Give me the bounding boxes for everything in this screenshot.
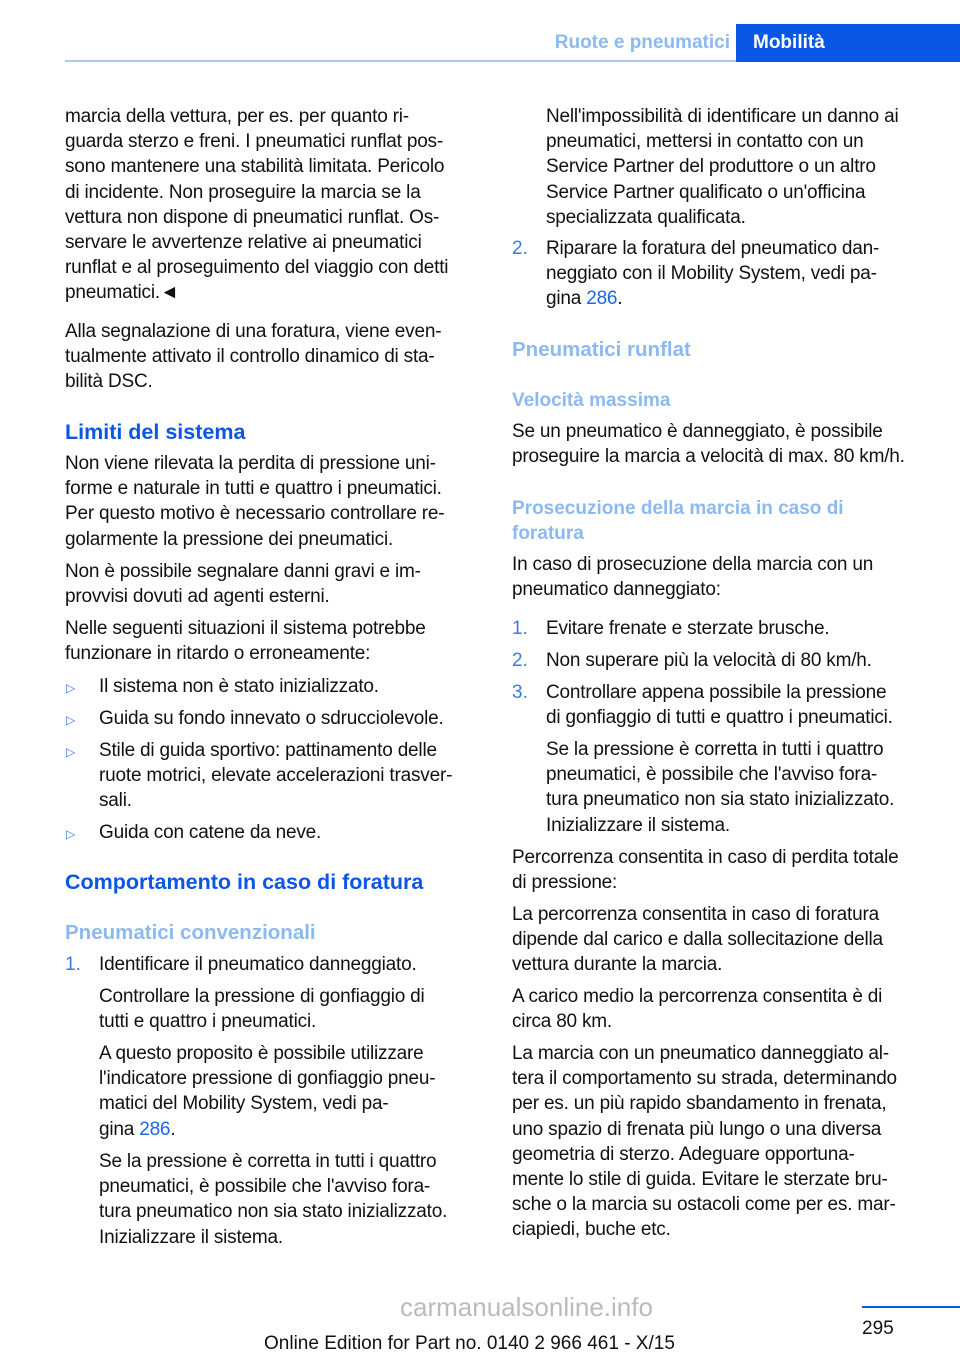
paragraph: Percorrenza consentita in caso di perdita totale di pressione: (512, 847, 899, 894)
paragraph: Alla segnalazione di una foratura, viene even- tualmente attivato il controllo dinamico di sta- bilità DSC. (65, 321, 442, 393)
step-text: Non superare più la velocità di 80 km/h. (546, 650, 872, 671)
step-number: 1. (65, 954, 81, 975)
step-number: 2. (512, 650, 528, 671)
list-item: Guida su fondo innevato o sdrucciolevole. (99, 708, 444, 729)
page-link[interactable]: 286 (139, 1118, 171, 1140)
paragraph: Se la pressione è corretta in tutti i quattro pneumatici, è possibile che l'avviso fora- tura pneumatico non sia stato inizializzato. Inizializzare il sistema. (99, 1151, 448, 1248)
paragraph: A carico medio la percorrenza consentita è di circa 80 km. (512, 986, 883, 1033)
paragraph: La percorrenza consentita in caso di foratura dipende dal carico e dalla sollecitazione della vettura durante la marcia. (512, 904, 883, 976)
paragraph: Non viene rilevata la perdita di pressione uni- forme e naturale in tutti e quattro i pneumatici. Per questo motivo è necessario controllare re- golarmente la pressione dei pneumatici. (65, 453, 445, 550)
paragraph: Nelle seguenti situazioni il sistema potrebbe funzionare in ritardo o erroneamente: (65, 618, 426, 665)
list-item: Stile di guida sportivo: pattinamento delle ruote motrici, elevate accelerazioni trasver- sali. (99, 740, 453, 812)
header-chapter-tab[interactable]: Mobilità (736, 24, 960, 62)
subheading-velocita: Velocità massima (512, 390, 671, 411)
subheading-prosecuzione: Prosecuzione della marcia in caso di foratura (512, 498, 844, 544)
step-text: Evitare frenate e sterzate brusche. (546, 618, 830, 639)
triangle-right-icon: ▷ (66, 681, 76, 695)
footer-rule (862, 1306, 960, 1308)
paragraph: Non è possibile segnalare danni gravi e im- provvisi dovuti ad agenti esterni. (65, 561, 421, 608)
step-text: Identificare il pneumatico danneggiato. (99, 954, 417, 975)
paragraph: marcia della vettura, per es. per quanto ri- guarda sterzo e freni. I pneumatici runflat pos- sono mantenere una stabilità limitata. Pericolo di incidente. Non proseguire la marcia se la vettura non dispone di pneumatici runflat. Os- servare le avvertenze relative ai pneumatici runflat e al proseguimento del viaggio con detti pneumatici.◄ (65, 106, 449, 304)
triangle-right-icon: ▷ (66, 745, 76, 759)
watermark: carmanualsonline.info (400, 1292, 653, 1322)
paragraph: Se la pressione è corretta in tutti i quattro pneumatici, è possibile che l'avviso fora- tura pneumatico non sia stato inizializzato. Inizializzare il sistema. (546, 739, 895, 836)
step-text (546, 236, 956, 312)
text: . (617, 288, 623, 310)
heading-comportamento: Comportamento in caso di foratura (65, 870, 424, 894)
step-number: 2. (512, 238, 528, 259)
page-link[interactable]: 286 (586, 288, 618, 310)
text: A questo proposito è possibile utilizzare l'indicatore pressione di gonfiaggio pneu- matici del Mobility System, vedi pa- gina (99, 1043, 436, 1140)
step-number: 3. (512, 682, 528, 703)
paragraph: Nell'impossibilità di identificare un danno ai pneumatici, mettersi in contatto con un Service Partner del produttore o un altro Service Partner qualificato o un'officina specializzata qualificata. (546, 106, 899, 228)
text: . (170, 1118, 176, 1140)
paragraph: In caso di prosecuzione della marcia con un pneumatico danneggiato: (512, 554, 874, 601)
paragraph: Controllare la pressione di gonfiaggio di tutti e quattro i pneumatici. (99, 986, 425, 1033)
paragraph: Se un pneumatico è danneggiato, è possibile proseguire la marcia a velocità di max. 80 km/h. (512, 421, 905, 468)
triangle-right-icon: ▷ (66, 827, 76, 841)
subheading-convenzionali: Pneumatici convenzionali (65, 921, 316, 944)
header-section[interactable]: Ruote e pneumatici (554, 32, 730, 53)
paragraph: La marcia con un pneumatico danneggiato al- tera il comportamento su strada, determinando per es. un più rapido sbandamento in frenata, uno spazio di frenata più lungo o una diversa geometria di sterzo. Adeguare opportuna- mente lo stile di guida. Evitare le sterzate bru- sche o la marcia su ostacoli come per es. mar- ciapiedi, buche etc. (512, 1043, 897, 1241)
list-item: Guida con catene da neve. (99, 822, 322, 843)
subheading-runflat: Pneumatici runflat (512, 338, 691, 361)
page-number: 295 (862, 1318, 894, 1339)
list-item: Il sistema non è stato inizializzato. (99, 676, 379, 697)
triangle-right-icon: ▷ (66, 713, 76, 727)
step-text: Controllare appena possibile la pressione di gonfiaggio di tutti e quattro i pneumatici. (546, 682, 893, 729)
step-number: 1. (512, 618, 528, 639)
heading-limiti: Limiti del sistema (65, 420, 246, 444)
text: Riparare la foratura del pneumatico dan- neggiato con il Mobility System, vedi pa- gina (546, 238, 880, 310)
footer-edition: Online Edition for Part no. 0140 2 966 461 - X/15 (264, 1333, 675, 1354)
paragraph (99, 1041, 489, 1142)
